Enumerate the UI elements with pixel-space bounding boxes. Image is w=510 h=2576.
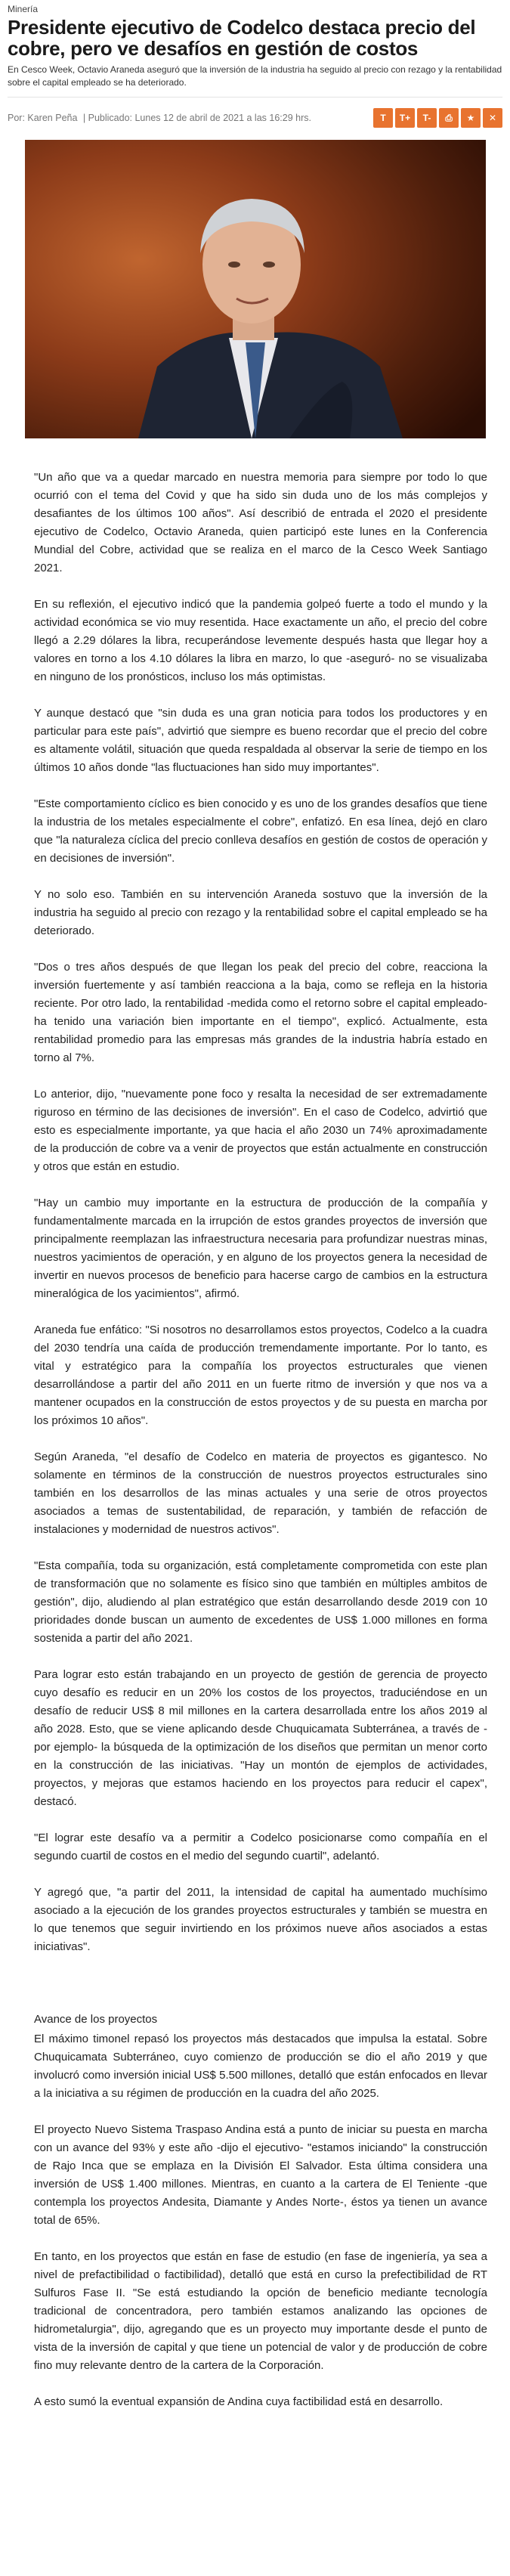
paragraph: "Esta compañía, toda su organización, está completamente comprometida con este plan de transformación que no solamente es físico sino que también en múltiples ambitos de gestión", dijo, aludiendo al plan estratégico que están desarrollando desde 2019 con 10 prioridades donde buscan un aumento de excedentes de US$ 1.000 millones en forma sostenida a partir del año 2021. xyxy=(34,1559,487,1645)
byline xyxy=(8,113,314,123)
publish-date: | Publicado: Lunes 12 de abril de 2021 a las 16:29 hrs. xyxy=(82,113,311,123)
paragraph: Y no solo eso. También en su intervención Araneda sostuvo que la inversión de la industria ha seguido al precio con rezago y la rentabilidad sobre el capital empleado se ha deteriorado. xyxy=(34,888,487,937)
paragraph: "Dos o tres años después de que llegan los peak del precio del cobre, reacciona la inversión fuertemente y así también reacciona a la baja, como se refleja en la historia reciente. Por otro lado, la rentabilidad -medida como el retorno sobre el capital empleado- ha tenido una variación bien importante en el tiempo", explicó. Actualmente, esta rentabilidad promedio para las empresas más grandes de la industria habría estado en torno al 7%. xyxy=(34,961,487,1064)
paragraph: Para lograr esto están trabajando en un proyecto de gestión de gerencia de proyecto cuyo desafío es reducir en un 20% los costos de los proyectos, traduciéndose en un desafío de reducir US$ 8 mil millones en la cartera desarrollada entre los años 2019 al año 2028. Esto, que se viene aplicando desde Chuquicamata Subterránea, a través de -por ejemplo- la búsqueda de la optimización de los diseños que permitan un menor corto en la construcción de las iniciativas. "Hay un montón de ejemplos de actividades, proyectos, y mejoras que estamos haciendo en los proyectos para reducir el capex", destacó. xyxy=(34,1668,487,1808)
paragraph: Según Araneda, "el desafío de Codelco en materia de proyectos es gigantesco. No solamente en términos de la construcción de nuestros proyectos estructurales sino también en los desarrollos de las minas actuales y una serie de otros proyectos asociados a temas de sustentabilidad, de reparación, y también de refacción de instalaciones y modernidad de nuestros activos". xyxy=(34,1451,487,1536)
byline-row xyxy=(8,97,502,131)
paragraph: "Hay un cambio muy importante en la estructura de producción de la compañía y fundamentalmente marcada en la irrupción de estos grandes proyectos de inversión que principalmente reemplazan las infraestructura necesaria para profundizar nuestras minas, nuestros yacimientos de operación, y en alguno de los proyectos genera la necesidad de invertir en nuevos procesos de beneficio para hacerse cargo de cambios en la estructura mineralógica de los yacimientos", afirmó. xyxy=(34,1197,487,1300)
article-header xyxy=(8,0,502,131)
paragraph: Y aunque destacó que "sin duda es una gran noticia para todos los productores y en particular para este país", advirtió que siempre es bueno recordar que el precio del cobre es altamente volátil, situación que queda respaldada al observar la serie de tiempo en los últimos 10 años donde "las fluctuaciones han sido muy importantes". xyxy=(34,707,487,774)
lead: En Cesco Week, Octavio Araneda aseguró que la inversión de la industria ha seguido al precio con rezago y la rentabilidad sobre el capital empleado se ha deteriorado. xyxy=(8,64,502,88)
paragraph: El máximo timonel repasó los proyectos más destacados que impulsa la estatal. Sobre Chuquicamata Subterráneo, cuyo comienzo de producción se dio el año 2019 y que involucró como inversión inicial US$ 5.500 millones, detalló que están enfocados en llevar a la iniciativa a su régimen de producción en la cuadra del año 2025. xyxy=(34,2033,487,2100)
paragraph: Y agregó que, "a partir del 2011, la intensidad de capital ha aumentado muchísimo asociado a la ejecución de los grandes proyectos estructurales y también se muestra en lo que tenemos que seguir invirtiendo en los próximos nueve años asociados a estas iniciativas". xyxy=(34,1886,487,1953)
paragraph: En su reflexión, el ejecutivo indicó que la pandemia golpeó fuerte a todo el mundo y la actividad económica se vio muy resentida. Hace exactamente un año, el precio del cobre llegó a 2.29 dólares la libra, recuperándose levemente después hasta que llegar hoy a valores en torno a los 4.10 dólares la libra en marzo, lo que -aseguró- no se visualizaba en ninguno de los pronósticos, incluso los más optimistas. xyxy=(34,598,487,683)
text-increase-icon[interactable]: T+ xyxy=(395,108,415,128)
hero-photo xyxy=(25,140,486,438)
text-decrease-icon[interactable]: T- xyxy=(417,108,437,128)
paragraph: Lo anterior, dijo, "nuevamente pone foco y resalta la necesidad de ser extremadamente riguroso en término de las decisiones de inversión". En el caso de Codelco, advirtió que esto es especialmente importante, ya que hacia el año 2030 un 74% aproximadamente de la producción de cobre va a venir de proyectos que están actualmente en construcción y otros que están en estudio. xyxy=(34,1088,487,1173)
paragraph: Araneda fue enfático: "Si nosotros no desarrollamos estos proyectos, Codelco a la cuadra del 2030 tendría una caída de producción tremendamente importante. Por lo tanto, es vital y estratégico para la compañía los proyectos estructurales que vienen desarrollándose a partir del año 2011 en un fuerte ritmo de inversión y que nos va a mantener ocupados en la construcción de estos proyectos y de su puesta en marcha por los próximos 10 años". xyxy=(34,1324,487,1427)
subheading: Avance de los proyectos xyxy=(34,2013,158,2026)
portrait-illustration xyxy=(25,140,486,438)
paragraph: "Este comportamiento cíclico es bien conocido y es uno de los grandes desafíos que tiene la industria de los metales especialmente el cobre", enfatizó. En esa línea, dejó en claro que "la naturaleza cíclica del precio conlleva desafíos en gestión de costos de operación y en decisiones de inversión". xyxy=(34,797,487,865)
favorite-icon[interactable]: ★ xyxy=(461,108,481,128)
author: Por: Karen Peña xyxy=(8,113,78,123)
spacer xyxy=(34,1974,487,1992)
paragraph: El proyecto Nuevo Sistema Traspaso Andina está a punto de iniciar su puesta en marcha con un avance del 93% y este año -dijo el ejecutivo- "estamos iniciando" la construcción de Rajo Inca que se emplaza en la División El Salvador. Esta última considera una inversión de US$ 1.400 millones. Mientras, en cuanto a la cartera de El Teniente -que contempla los proyectos Andesita, Diamante y Andes Norte-, éstos ya tienen un avance total de 65%. xyxy=(34,2123,487,2227)
paragraph: En tanto, en los proyectos que están en fase de estudio (en fase de ingeniería, ya sea a nivel de prefactibilidad o factibilidad), detalló que está en curso la prefectibilidad de RT Sulfuros Fase II. "Se está estudiando la opción de beneficio mediante tecnología tradicional de concentradora, pero también estamos analizando las opciones de hidrometalurgia", dijo, agregando que es un proyecto muy importante desde el punto de vista de la inversión de capital y que tiene un potencial de valor y de producción de cobre fino muy relevante dentro de la cartera de la Corporación. xyxy=(34,2250,487,2372)
close-icon[interactable]: ✕ xyxy=(483,108,502,128)
text-icon[interactable]: T xyxy=(373,108,393,128)
print-icon[interactable]: ⎙ xyxy=(439,108,459,128)
headline: Presidente ejecutivo de Codelco destaca precio del cobre, pero ve desafíos en gestión de costos xyxy=(8,16,476,60)
paragraph: "Un año que va a quedar marcado en nuestra memoria para siempre por todo lo que ocurrió con el tema del Covid y que ha sido sin duda uno de los más complejos y desafiantes de los últimos 100 años". Así describió de entrada el 2020 el presidente ejecutivo de Codelco, Octavio Araneda, quien participó este lunes en la Conferencia Mundial del Cobre, actividad que se realiza en el marco de la Cesco Week Santiago 2021. xyxy=(34,471,487,574)
paragraph: "El lograr este desafío va a permitir a Codelco posicionarse como compañía en el segundo cuartil de costos en el medio del segundo cuartil", adelantó. xyxy=(34,1831,487,1862)
article-body xyxy=(34,469,487,2429)
article-tools xyxy=(373,108,502,128)
section-label[interactable]: Minería xyxy=(8,4,39,14)
paragraph: A esto sumó la eventual expansión de Andina cuya factibilidad está en desarrollo. xyxy=(34,2395,444,2408)
